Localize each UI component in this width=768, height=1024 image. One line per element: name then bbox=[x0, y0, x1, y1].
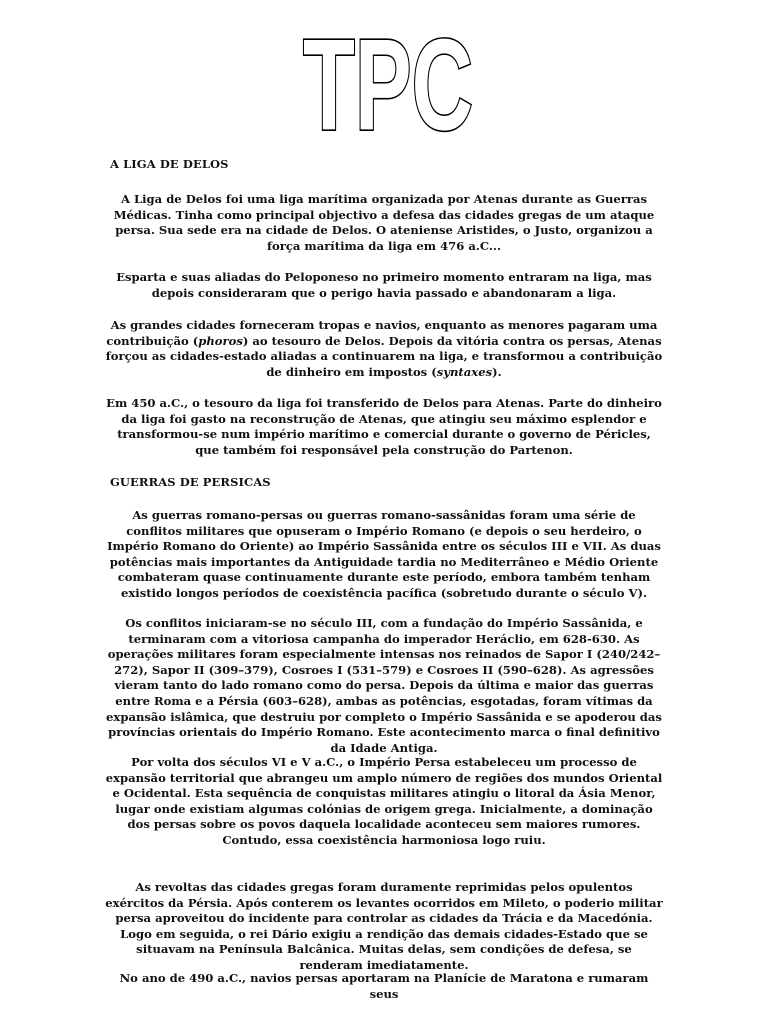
text-span: ) ao tesouro de Delos. Depois da vitória contra os persas, Atenas forçou as cidades-estado aliadas a continuarem na liga, e transformou a contribuição de dinheiro em impostos ( bbox=[105, 333, 663, 379]
text-span: As grandes cidades forneceram tropas e navios, enquanto as menores pagaram uma contribuição ( bbox=[106, 318, 658, 348]
paragraph: Esparta e suas aliadas do Peloponeso no primeiro momento entraram na liga, mas depois consideraram que o perigo havia passado e abandonaram a liga. bbox=[116, 270, 652, 300]
paragraph: No ano de 490 a.C., navios persas aportaram na Planície de Maratona e rumaram seus bbox=[119, 971, 649, 1001]
section-heading-liga-de-delos: A LIGA DE DELOS bbox=[110, 157, 229, 171]
text-span: ). bbox=[492, 364, 502, 379]
logo-text: TPC bbox=[303, 11, 473, 158]
paragraph: As revoltas das cidades gregas foram duramente reprimidas pelos opulentos exércitos da Pérsia. Após conterem os levantes ocorridos em Mileto, o poderio militar persa aproveitou do incidente para controlar as cidades da Trácia e da Macedónia. Logo em seguida, o rei Dário exigiu a rendição das demais cidades-Estado que se situavam na Península Balcânica. Muitas delas, sem condições de defesa, se renderam imediatamente. bbox=[105, 880, 663, 972]
paragraph bbox=[105, 318, 663, 380]
section-heading-guerras-persicas: GUERRAS DE PERSICAS bbox=[110, 475, 271, 489]
tpc-logo bbox=[298, 2, 478, 158]
paragraph: Os conflitos iniciaram-se no século III, com a fundação do Império Sassânida, e terminaram com a vitoriosa campanha do imperador Heráclio, em 628-630. As operações militares foram especialmente intensas nos reinados de Sapor I (240/242–272), Sapor II (309–379), Cosroes I (531–579) e Cosroes II (590–628). As agressões vieram tanto do lado romano como do persa. Depois da última e maior das guerras entre Roma e a Pérsia (603–628), ambas as potências, esgotadas, foram vítimas da expansão islâmica, que destruiu por completo o Império Sassânida e se apoderou das províncias orientais do Império Romano. Este acontecimento marca o final definitivo da Idade Antiga. bbox=[106, 616, 662, 755]
italic-term: syntaxes bbox=[436, 364, 493, 379]
paragraph: Em 450 a.C., o tesouro da liga foi transferido de Delos para Atenas. Parte do dinheiro da liga foi gasto na reconstrução de Atenas, que atingiu seu máximo esplendor e transformou-se num império marítimo e comercial durante o governo de Péricles, que também foi responsável pela construção do Partenon. bbox=[106, 396, 662, 457]
paragraph: As guerras romano-persas ou guerras romano-sassânidas foram uma série de conflitos militares que opuseram o Império Romano (e depois o seu herdeiro, o Império Romano do Oriente) ao Império Sassânida entre os séculos III e VII. As duas potências mais importantes da Antiguidade tardia no Mediterrâneo e Médio Oriente combateram quase continuamente durante este período, embora também tenham existido longos períodos de coexistência pacífica (sobretudo durante o século V). bbox=[107, 508, 661, 600]
italic-term: phoros bbox=[198, 333, 243, 348]
paragraph: Por volta dos séculos VI e V a.C., o Império Persa estabeleceu um processo de expansão territorial que abrangeu um amplo número de regiões dos mundos Oriental e Ocidental. Esta sequência de conquistas militares atingiu o litoral da Ásia Menor, lugar onde existiam algumas colónias de origem grega. Inicialmente, a dominação dos persas sobre os povos daquela localidade aconteceu sem maiores rumores. Contudo, essa coexistência harmoniosa logo ruiu. bbox=[105, 755, 663, 847]
paragraph: A Liga de Delos foi uma liga marítima organizada por Atenas durante as Guerras Médicas. Tinha como principal objectivo a defesa das cidades gregas de um ataque persa. Sua sede era na cidade de Delos. O ateniense Aristides, o Justo, organizou a força marítima da liga em 476 a.C... bbox=[113, 192, 655, 253]
